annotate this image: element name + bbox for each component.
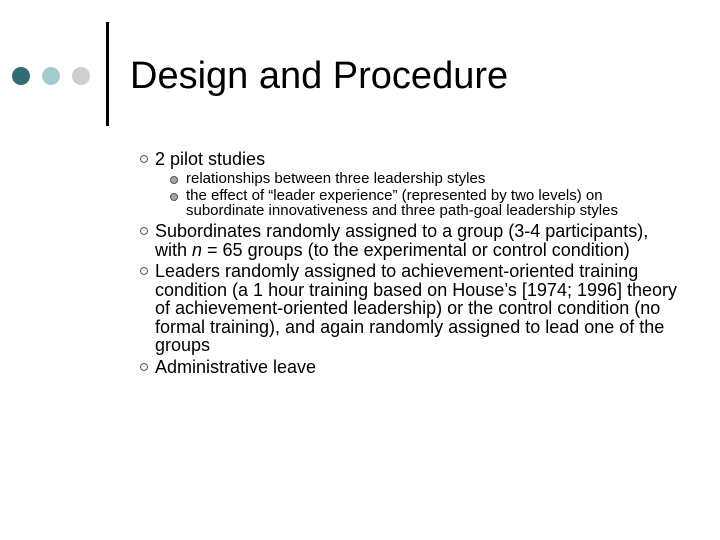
hollow-bullet-icon xyxy=(140,227,148,235)
slide-title: Design and Procedure xyxy=(130,55,509,97)
bullet-subordinates xyxy=(140,222,680,259)
filled-bullet-icon xyxy=(170,176,178,184)
sub-bullet-text: relationships between three leadership styles xyxy=(186,169,486,187)
sub-bullet-text: the effect of “leader experience” (represented by two levels) on subordinate innovativeness and three path-goal leadership styles xyxy=(186,187,618,219)
decor-dot-gray xyxy=(72,67,90,85)
hollow-bullet-icon xyxy=(140,363,148,371)
decor-dot-teal xyxy=(42,67,60,85)
bullet-text: 2 pilot studies xyxy=(155,149,266,169)
bullet-pilot-studies xyxy=(140,150,680,218)
bullet-text: Administrative leave xyxy=(155,356,317,377)
bullet-text-part: Subordinates randomly assigned to a group (3-4 participants), with xyxy=(155,221,649,260)
bullet-text-part: = 65 groups (to the experimental or control condition) xyxy=(202,239,630,260)
slide-body xyxy=(140,150,680,376)
hollow-bullet-icon xyxy=(140,267,148,275)
bullet-leaders xyxy=(140,262,680,355)
bullet-text: Leaders randomly assigned to achievement-oriented training condition (a 1 hour training based on House’s [1974; 1996] theory of achievement-oriented leadership) or the control condition (no formal training), and again randomly assigned to lead one of the groups xyxy=(155,261,678,355)
decor-dot-dark xyxy=(12,67,30,85)
sub-bullet xyxy=(155,189,680,218)
bullet-text-italic: n xyxy=(192,239,203,260)
hollow-bullet-icon xyxy=(140,155,148,163)
sub-bullet-list xyxy=(155,169,680,219)
filled-bullet-icon xyxy=(170,193,178,201)
sub-bullet xyxy=(155,169,680,187)
bullet-administrative-leave xyxy=(140,358,680,377)
title-divider-line xyxy=(106,22,109,126)
